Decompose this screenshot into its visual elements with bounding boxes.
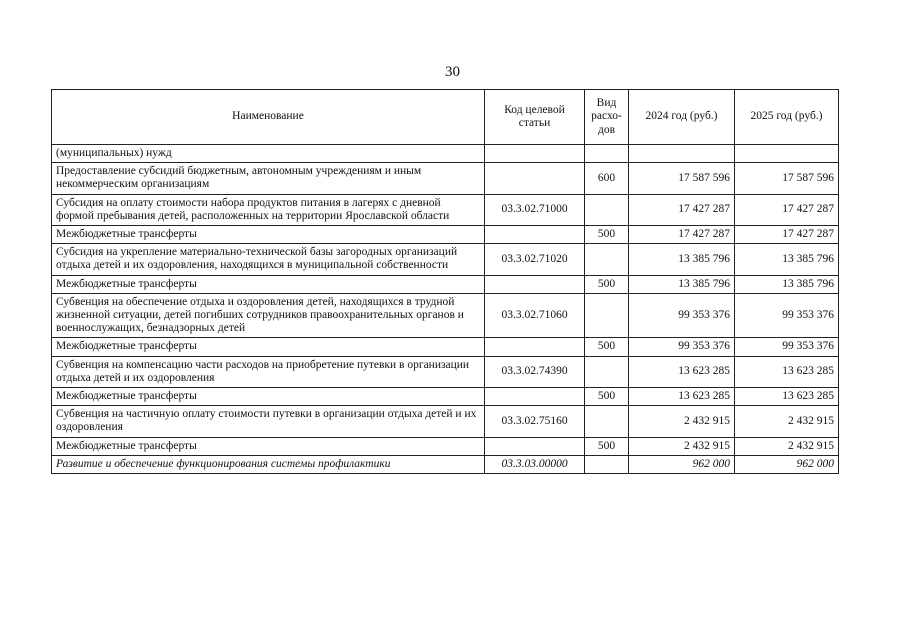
cell-type [585, 455, 629, 473]
cell-name: Межбюджетные трансферты [52, 338, 485, 356]
table-row [52, 194, 839, 225]
cell-code [485, 226, 585, 244]
cell-2025: 962 000 [735, 455, 839, 473]
cell-2024: 962 000 [629, 455, 735, 473]
cell-type: 500 [585, 338, 629, 356]
cell-type [585, 406, 629, 437]
cell-2024: 17 427 287 [629, 226, 735, 244]
header-name: Наименование [52, 90, 485, 145]
table-header-row [52, 90, 839, 145]
table-row [52, 356, 839, 387]
cell-name: Развитие и обеспечение функционирования системы профилактики [52, 455, 485, 473]
cell-name: Субвенция на частичную оплату стоимости путевки в организации отдыха детей и их оздоровления [52, 406, 485, 437]
header-code: Код целевой статьи [485, 90, 585, 145]
cell-2025: 2 432 915 [735, 406, 839, 437]
table-row [52, 226, 839, 244]
cell-2024: 13 623 285 [629, 388, 735, 406]
table-row [52, 455, 839, 473]
cell-name: Субвенция на обеспечение отдыха и оздоровления детей, находящихся в трудной жизненной ситуации, детей погибших сотрудников правоохранительных органов и военнослужащих, безнадзорных детей [52, 293, 485, 338]
cell-code [485, 145, 585, 163]
cell-2025: 13 623 285 [735, 388, 839, 406]
cell-code: 03.3.02.71020 [485, 244, 585, 275]
table-row [52, 163, 839, 194]
cell-code [485, 437, 585, 455]
cell-2025: 17 427 287 [735, 194, 839, 225]
cell-code [485, 163, 585, 194]
cell-2025: 13 623 285 [735, 356, 839, 387]
cell-2025: 2 432 915 [735, 437, 839, 455]
cell-type [585, 145, 629, 163]
cell-2024: 2 432 915 [629, 437, 735, 455]
cell-2024: 13 385 796 [629, 244, 735, 275]
cell-code: 03.3.02.71000 [485, 194, 585, 225]
cell-2025: 17 587 596 [735, 163, 839, 194]
cell-type [585, 194, 629, 225]
cell-name: Межбюджетные трансферты [52, 275, 485, 293]
cell-type: 600 [585, 163, 629, 194]
cell-name: (муниципальных) нужд [52, 145, 485, 163]
cell-type: 500 [585, 388, 629, 406]
cell-name: Межбюджетные трансферты [52, 437, 485, 455]
cell-name: Предоставление субсидий бюджетным, автономным учреждениям и иным некоммерческим организациям [52, 163, 485, 194]
cell-2024: 17 427 287 [629, 194, 735, 225]
cell-code [485, 338, 585, 356]
cell-name: Субвенция на компенсацию части расходов на приобретение путевки в организации отдыха детей и их оздоровления [52, 356, 485, 387]
cell-code: 03.3.02.75160 [485, 406, 585, 437]
cell-2025: 17 427 287 [735, 226, 839, 244]
cell-type: 500 [585, 275, 629, 293]
cell-2025: 13 385 796 [735, 244, 839, 275]
header-2024: 2024 год (руб.) [629, 90, 735, 145]
cell-2024: 13 385 796 [629, 275, 735, 293]
table-row [52, 388, 839, 406]
cell-type [585, 356, 629, 387]
header-type: Вид расхо-дов [585, 90, 629, 145]
cell-type [585, 244, 629, 275]
budget-table [51, 89, 839, 474]
table-row [52, 275, 839, 293]
cell-name: Межбюджетные трансферты [52, 226, 485, 244]
cell-2024 [629, 145, 735, 163]
cell-2025: 13 385 796 [735, 275, 839, 293]
cell-type [585, 293, 629, 338]
cell-2024: 99 353 376 [629, 338, 735, 356]
cell-2024: 13 623 285 [629, 356, 735, 387]
cell-code: 03.3.03.00000 [485, 455, 585, 473]
table-row [52, 145, 839, 163]
cell-2024: 17 587 596 [629, 163, 735, 194]
table-row [52, 338, 839, 356]
cell-type: 500 [585, 437, 629, 455]
cell-name: Субсидия на укрепление материально-технической базы загородных организаций отдыха детей и их оздоровления, находящихся в муниципальной собственности [52, 244, 485, 275]
cell-2024: 2 432 915 [629, 406, 735, 437]
cell-code: 03.3.02.74390 [485, 356, 585, 387]
table-row [52, 437, 839, 455]
cell-code [485, 275, 585, 293]
table-row [52, 293, 839, 338]
cell-2024: 99 353 376 [629, 293, 735, 338]
cell-2025 [735, 145, 839, 163]
cell-2025: 99 353 376 [735, 338, 839, 356]
cell-type: 500 [585, 226, 629, 244]
page-number: 30 [445, 64, 460, 80]
cell-code: 03.3.02.71060 [485, 293, 585, 338]
header-2025: 2025 год (руб.) [735, 90, 839, 145]
table-row [52, 244, 839, 275]
cell-name: Субсидия на оплату стоимости набора продуктов питания в лагерях с дневной формой пребывания детей, расположенных на территории Ярославской области [52, 194, 485, 225]
cell-2025: 99 353 376 [735, 293, 839, 338]
cell-name: Межбюджетные трансферты [52, 388, 485, 406]
table-row [52, 406, 839, 437]
cell-code [485, 388, 585, 406]
